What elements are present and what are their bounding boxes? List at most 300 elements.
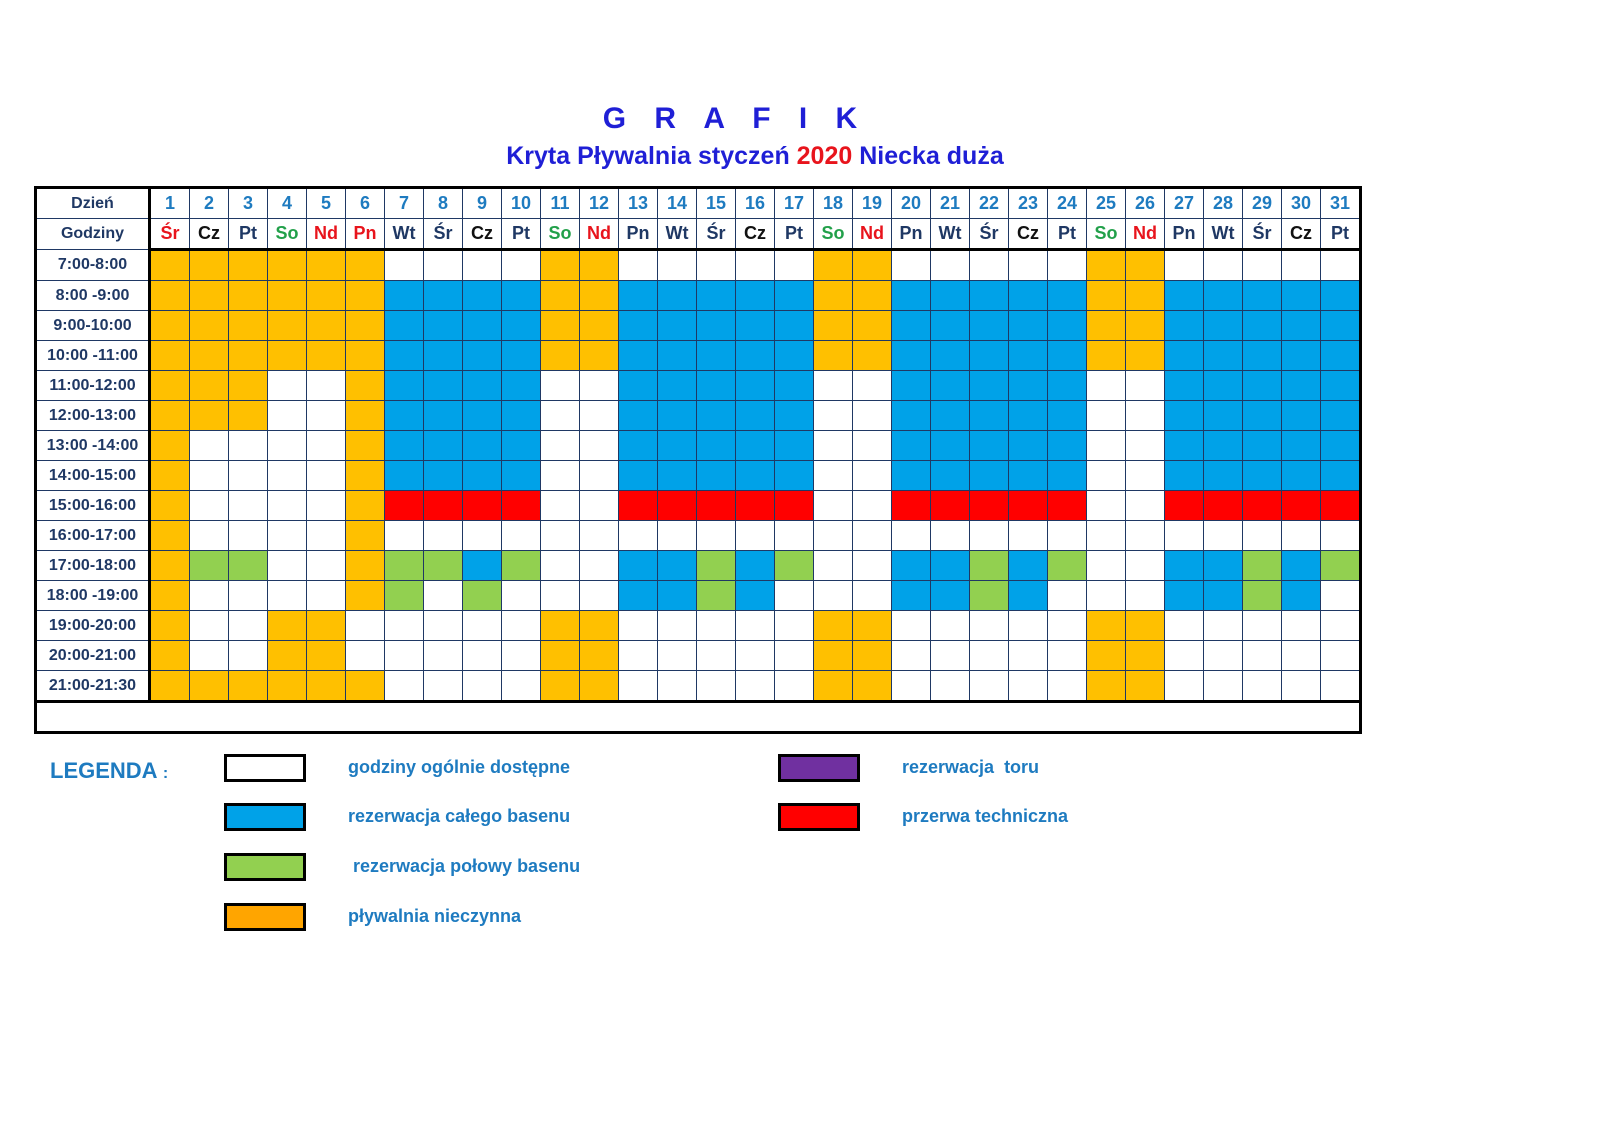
hour-label: 21:00-21:30: [36, 671, 150, 702]
slot-closed: [580, 250, 619, 281]
slot-available: [541, 491, 580, 521]
table-footer-cell: [36, 702, 1361, 733]
slot-closed: [541, 311, 580, 341]
slot-available: [658, 521, 697, 551]
slot-closed: [853, 281, 892, 311]
hour-label: 20:00-21:00: [36, 641, 150, 671]
slot-full-pool-reservation: [1282, 461, 1321, 491]
slot-full-pool-reservation: [1165, 431, 1204, 461]
slot-full-pool-reservation: [736, 281, 775, 311]
slot-full-pool-reservation: [502, 371, 541, 401]
slot-available: [1126, 431, 1165, 461]
slot-available: [190, 521, 229, 551]
slot-full-pool-reservation: [658, 311, 697, 341]
slot-available: [580, 431, 619, 461]
slot-full-pool-reservation: [892, 401, 931, 431]
slot-full-pool-reservation: [931, 341, 970, 371]
slot-full-pool-reservation: [736, 551, 775, 581]
slot-available: [502, 581, 541, 611]
slot-available: [1009, 671, 1048, 702]
slot-closed: [580, 641, 619, 671]
slot-available: [1165, 641, 1204, 671]
slot-closed: [541, 641, 580, 671]
slot-closed: [580, 311, 619, 341]
slot-available: [931, 521, 970, 551]
slot-available: [424, 250, 463, 281]
slot-closed: [541, 250, 580, 281]
schedule-subtitle: [0, 142, 1510, 171]
slot-available: [1321, 641, 1361, 671]
slot-available: [307, 371, 346, 401]
slot-half-pool-reservation: [1243, 581, 1282, 611]
slot-available: [346, 641, 385, 671]
hour-label: 11:00-12:00: [36, 371, 150, 401]
day-name: Pn: [346, 219, 385, 250]
slot-full-pool-reservation: [1321, 431, 1361, 461]
slot-technical-break: [1321, 491, 1361, 521]
slot-available: [1087, 491, 1126, 521]
slot-available: [736, 250, 775, 281]
slot-closed: [814, 341, 853, 371]
day-name: Pn: [892, 219, 931, 250]
slot-full-pool-reservation: [1048, 461, 1087, 491]
hour-label: 10:00 -11:00: [36, 341, 150, 371]
slot-closed: [1126, 250, 1165, 281]
slot-full-pool-reservation: [697, 401, 736, 431]
slot-closed: [1126, 641, 1165, 671]
slot-closed: [1087, 281, 1126, 311]
slot-available: [463, 641, 502, 671]
slot-available: [580, 521, 619, 551]
slot-closed: [268, 250, 307, 281]
day-number: 25: [1087, 188, 1126, 219]
slot-available: [931, 641, 970, 671]
schedule-title: G R A F I K: [602, 102, 868, 135]
slot-available: [268, 371, 307, 401]
slot-closed: [150, 371, 190, 401]
slot-available: [1204, 250, 1243, 281]
slot-full-pool-reservation: [1048, 311, 1087, 341]
slot-closed: [346, 551, 385, 581]
slot-full-pool-reservation: [1243, 311, 1282, 341]
hour-row: [36, 250, 1361, 281]
hour-label: 16:00-17:00: [36, 521, 150, 551]
slot-available: [658, 611, 697, 641]
slot-full-pool-reservation: [697, 431, 736, 461]
slot-full-pool-reservation: [1321, 341, 1361, 371]
slot-available: [268, 401, 307, 431]
slot-full-pool-reservation: [619, 401, 658, 431]
slot-closed: [1087, 311, 1126, 341]
day-number-row: [36, 188, 1361, 219]
hour-label: 12:00-13:00: [36, 401, 150, 431]
slot-closed: [190, 281, 229, 311]
slot-available: [502, 611, 541, 641]
slot-technical-break: [424, 491, 463, 521]
slot-full-pool-reservation: [619, 551, 658, 581]
legend-swatch-technical-break: [778, 803, 860, 831]
slot-closed: [268, 611, 307, 641]
slot-full-pool-reservation: [1165, 371, 1204, 401]
slot-half-pool-reservation: [424, 551, 463, 581]
slot-available: [658, 641, 697, 671]
slot-available: [1126, 371, 1165, 401]
slot-full-pool-reservation: [1243, 371, 1282, 401]
slot-closed: [814, 281, 853, 311]
hour-label: 19:00-20:00: [36, 611, 150, 641]
slot-available: [1243, 671, 1282, 702]
slot-available: [1321, 581, 1361, 611]
slot-half-pool-reservation: [385, 581, 424, 611]
slot-full-pool-reservation: [736, 581, 775, 611]
hour-label: 18:00 -19:00: [36, 581, 150, 611]
slot-available: [1282, 521, 1321, 551]
slot-full-pool-reservation: [658, 431, 697, 461]
hour-label: 7:00-8:00: [36, 250, 150, 281]
slot-available: [424, 641, 463, 671]
day-number: 16: [736, 188, 775, 219]
slot-full-pool-reservation: [385, 371, 424, 401]
slot-closed: [268, 671, 307, 702]
slot-full-pool-reservation: [1009, 401, 1048, 431]
slot-available: [1321, 521, 1361, 551]
slot-closed: [346, 281, 385, 311]
slot-full-pool-reservation: [1204, 551, 1243, 581]
slot-full-pool-reservation: [1009, 581, 1048, 611]
slot-full-pool-reservation: [424, 311, 463, 341]
slot-full-pool-reservation: [697, 341, 736, 371]
slot-available: [892, 611, 931, 641]
day-name: Nd: [307, 219, 346, 250]
slot-closed: [150, 581, 190, 611]
day-number: 18: [814, 188, 853, 219]
slot-full-pool-reservation: [1282, 371, 1321, 401]
day-number: 4: [268, 188, 307, 219]
slot-available: [307, 401, 346, 431]
slot-available: [346, 611, 385, 641]
day-number: 8: [424, 188, 463, 219]
slot-half-pool-reservation: [970, 551, 1009, 581]
slot-technical-break: [658, 491, 697, 521]
day-name: Pt: [775, 219, 814, 250]
day-number: 29: [1243, 188, 1282, 219]
slot-available: [1204, 641, 1243, 671]
slot-closed: [580, 341, 619, 371]
hour-row: [36, 641, 1361, 671]
slot-available: [736, 611, 775, 641]
slot-closed: [229, 311, 268, 341]
day-number: 7: [385, 188, 424, 219]
day-number: 6: [346, 188, 385, 219]
slot-available: [1282, 671, 1321, 702]
slot-available: [424, 671, 463, 702]
slot-full-pool-reservation: [892, 551, 931, 581]
slot-full-pool-reservation: [1321, 281, 1361, 311]
slot-available: [1126, 401, 1165, 431]
slot-full-pool-reservation: [1009, 281, 1048, 311]
slot-available: [814, 371, 853, 401]
hour-label: 13:00 -14:00: [36, 431, 150, 461]
slot-full-pool-reservation: [424, 341, 463, 371]
slot-full-pool-reservation: [619, 281, 658, 311]
slot-available: [190, 461, 229, 491]
slot-full-pool-reservation: [970, 341, 1009, 371]
slot-available: [1009, 641, 1048, 671]
slot-technical-break: [385, 491, 424, 521]
slot-full-pool-reservation: [1048, 371, 1087, 401]
slot-half-pool-reservation: [697, 581, 736, 611]
slot-closed: [150, 521, 190, 551]
slot-full-pool-reservation: [775, 311, 814, 341]
slot-closed: [229, 671, 268, 702]
day-name: Cz: [736, 219, 775, 250]
slot-full-pool-reservation: [931, 461, 970, 491]
slot-full-pool-reservation: [424, 401, 463, 431]
slot-available: [697, 250, 736, 281]
slot-technical-break: [1009, 491, 1048, 521]
slot-available: [1321, 250, 1361, 281]
legend-label-full-pool: rezerwacja całego basenu: [348, 806, 571, 826]
day-number: 31: [1321, 188, 1361, 219]
legend-swatch-lane: [778, 754, 860, 782]
slot-technical-break: [931, 491, 970, 521]
slot-technical-break: [892, 491, 931, 521]
slot-full-pool-reservation: [931, 401, 970, 431]
slot-closed: [853, 611, 892, 641]
slot-closed: [150, 611, 190, 641]
slot-closed: [346, 521, 385, 551]
hour-label: 14:00-15:00: [36, 461, 150, 491]
slot-full-pool-reservation: [463, 401, 502, 431]
hour-label: 9:00-10:00: [36, 311, 150, 341]
row-label-day: Dzień: [36, 188, 150, 219]
day-name-row: [36, 219, 1361, 250]
slot-available: [502, 641, 541, 671]
legend-title-colon: :: [162, 765, 169, 782]
slot-available: [541, 371, 580, 401]
slot-available: [853, 521, 892, 551]
slot-closed: [229, 401, 268, 431]
slot-available: [1282, 611, 1321, 641]
slot-available: [1243, 521, 1282, 551]
slot-available: [619, 250, 658, 281]
slot-closed: [268, 641, 307, 671]
slot-full-pool-reservation: [1048, 431, 1087, 461]
slot-available: [580, 491, 619, 521]
slot-full-pool-reservation: [658, 281, 697, 311]
slot-closed: [1126, 611, 1165, 641]
slot-full-pool-reservation: [424, 431, 463, 461]
slot-available: [814, 581, 853, 611]
day-number: 28: [1204, 188, 1243, 219]
slot-full-pool-reservation: [502, 341, 541, 371]
slot-available: [970, 671, 1009, 702]
slot-available: [814, 461, 853, 491]
slot-half-pool-reservation: [1048, 551, 1087, 581]
slot-full-pool-reservation: [1282, 281, 1321, 311]
slot-full-pool-reservation: [1282, 581, 1321, 611]
slot-available: [1087, 551, 1126, 581]
slot-half-pool-reservation: [697, 551, 736, 581]
slot-full-pool-reservation: [775, 281, 814, 311]
slot-half-pool-reservation: [1243, 551, 1282, 581]
slot-closed: [1126, 311, 1165, 341]
slot-available: [541, 401, 580, 431]
slot-available: [892, 250, 931, 281]
slot-full-pool-reservation: [1165, 311, 1204, 341]
slot-full-pool-reservation: [1009, 461, 1048, 491]
slot-closed: [150, 401, 190, 431]
slot-full-pool-reservation: [1204, 341, 1243, 371]
slot-full-pool-reservation: [619, 581, 658, 611]
slot-full-pool-reservation: [931, 371, 970, 401]
day-name: Nd: [1126, 219, 1165, 250]
slot-available: [736, 641, 775, 671]
slot-closed: [541, 341, 580, 371]
day-name: Śr: [970, 219, 1009, 250]
slot-available: [307, 461, 346, 491]
slot-closed: [1126, 281, 1165, 311]
slot-full-pool-reservation: [775, 401, 814, 431]
slot-full-pool-reservation: [697, 371, 736, 401]
slot-closed: [814, 611, 853, 641]
slot-closed: [1087, 250, 1126, 281]
day-name: So: [1087, 219, 1126, 250]
slot-closed: [346, 671, 385, 702]
slot-full-pool-reservation: [736, 371, 775, 401]
slot-closed: [268, 281, 307, 311]
slot-available: [1204, 611, 1243, 641]
slot-available: [1165, 611, 1204, 641]
slot-available: [424, 611, 463, 641]
slot-available: [1087, 401, 1126, 431]
slot-full-pool-reservation: [658, 461, 697, 491]
slot-available: [658, 671, 697, 702]
slot-full-pool-reservation: [1009, 431, 1048, 461]
day-number: 21: [931, 188, 970, 219]
slot-closed: [1087, 641, 1126, 671]
slot-available: [424, 521, 463, 551]
slot-closed: [580, 281, 619, 311]
slot-available: [268, 491, 307, 521]
slot-available: [1048, 671, 1087, 702]
slot-full-pool-reservation: [775, 371, 814, 401]
slot-full-pool-reservation: [1204, 401, 1243, 431]
day-name: Śr: [150, 219, 190, 250]
slot-available: [268, 431, 307, 461]
slot-available: [1048, 581, 1087, 611]
hour-row: [36, 671, 1361, 702]
day-number: 1: [150, 188, 190, 219]
slot-full-pool-reservation: [970, 431, 1009, 461]
slot-full-pool-reservation: [892, 341, 931, 371]
slot-full-pool-reservation: [697, 311, 736, 341]
slot-full-pool-reservation: [970, 371, 1009, 401]
slot-full-pool-reservation: [697, 281, 736, 311]
slot-available: [1048, 611, 1087, 641]
day-number: 30: [1282, 188, 1321, 219]
slot-available: [1009, 521, 1048, 551]
slot-full-pool-reservation: [619, 431, 658, 461]
slot-full-pool-reservation: [658, 341, 697, 371]
slot-available: [1048, 521, 1087, 551]
slot-closed: [814, 311, 853, 341]
hour-row: [36, 341, 1361, 371]
slot-full-pool-reservation: [892, 581, 931, 611]
slot-available: [775, 581, 814, 611]
slot-available: [385, 521, 424, 551]
slot-available: [190, 611, 229, 641]
slot-closed: [346, 491, 385, 521]
slot-available: [229, 581, 268, 611]
slot-available: [385, 671, 424, 702]
slot-closed: [1087, 671, 1126, 702]
day-name: Wt: [658, 219, 697, 250]
day-name: Cz: [463, 219, 502, 250]
slot-full-pool-reservation: [1204, 311, 1243, 341]
slot-closed: [541, 671, 580, 702]
day-number: 23: [1009, 188, 1048, 219]
slot-closed: [853, 671, 892, 702]
slot-full-pool-reservation: [892, 311, 931, 341]
slot-available: [736, 521, 775, 551]
slot-full-pool-reservation: [775, 431, 814, 461]
legend-label-lane: rezerwacja toru: [902, 757, 1040, 777]
slot-available: [580, 461, 619, 491]
day-name: Wt: [1204, 219, 1243, 250]
slot-available: [619, 671, 658, 702]
slot-available: [1087, 521, 1126, 551]
slot-closed: [307, 281, 346, 311]
table-footer-row: [36, 702, 1361, 733]
day-name: Pt: [1048, 219, 1087, 250]
slot-full-pool-reservation: [1243, 341, 1282, 371]
slot-full-pool-reservation: [658, 371, 697, 401]
slot-closed: [346, 311, 385, 341]
slot-full-pool-reservation: [1243, 281, 1282, 311]
slot-available: [307, 581, 346, 611]
slot-half-pool-reservation: [775, 551, 814, 581]
slot-full-pool-reservation: [697, 461, 736, 491]
slot-available: [697, 641, 736, 671]
slot-full-pool-reservation: [424, 461, 463, 491]
slot-full-pool-reservation: [1009, 371, 1048, 401]
slot-technical-break: [1282, 491, 1321, 521]
slot-full-pool-reservation: [658, 581, 697, 611]
slot-full-pool-reservation: [970, 311, 1009, 341]
slot-technical-break: [775, 491, 814, 521]
slot-available: [190, 641, 229, 671]
slot-available: [229, 611, 268, 641]
slot-available: [931, 671, 970, 702]
day-number: 12: [580, 188, 619, 219]
slot-full-pool-reservation: [658, 551, 697, 581]
slot-full-pool-reservation: [1048, 281, 1087, 311]
slot-available: [268, 461, 307, 491]
slot-full-pool-reservation: [931, 431, 970, 461]
slot-closed: [229, 250, 268, 281]
slot-full-pool-reservation: [502, 461, 541, 491]
hour-label: 15:00-16:00: [36, 491, 150, 521]
slot-full-pool-reservation: [1243, 431, 1282, 461]
legend-label-closed: pływalnia nieczynna: [348, 906, 522, 926]
slot-available: [853, 551, 892, 581]
slot-full-pool-reservation: [385, 311, 424, 341]
slot-full-pool-reservation: [1204, 371, 1243, 401]
slot-available: [1126, 551, 1165, 581]
slot-closed: [1126, 671, 1165, 702]
slot-available: [541, 431, 580, 461]
